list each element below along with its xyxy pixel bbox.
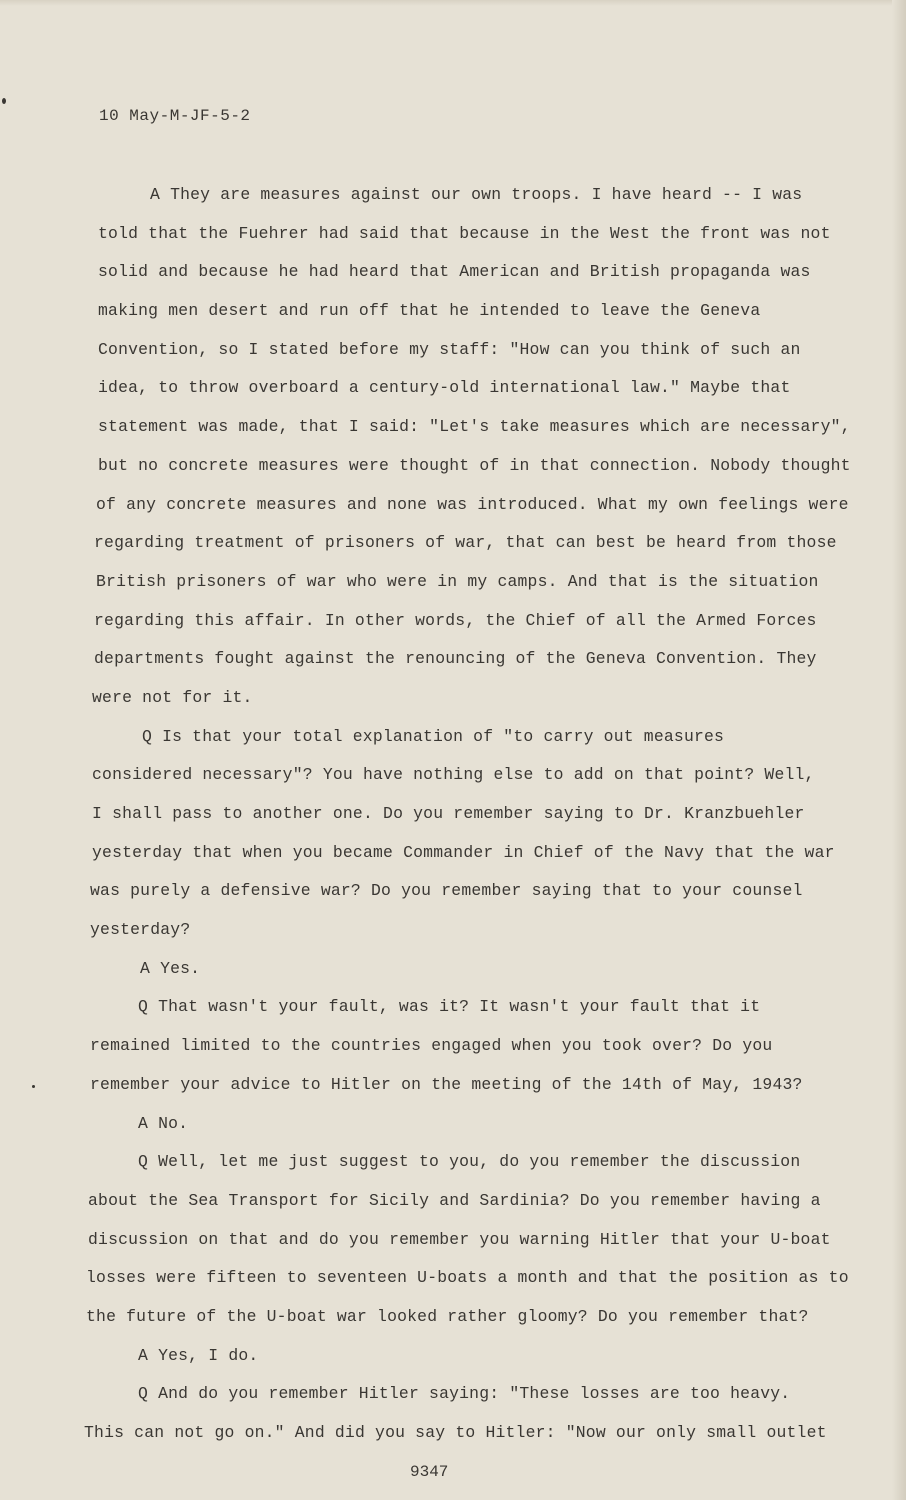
transcript-line: considered necessary"? You have nothing else to add on that point? Well, xyxy=(92,765,815,785)
transcript-line: discussion on that and do you remember you warning Hitler that your U-boat xyxy=(88,1229,831,1249)
transcript-line: idea, to throw overboard a century-old international law." Maybe that xyxy=(98,378,791,398)
transcript-line: but no concrete measures were thought of in that connection. Nobody thought xyxy=(98,455,851,475)
transcript-line: A No. xyxy=(138,1113,189,1133)
transcript-line: Q Is that your total explanation of "to carry out measures xyxy=(142,726,725,746)
page-right-edge xyxy=(892,0,906,1500)
transcript-line: A Yes, I do. xyxy=(138,1345,259,1365)
transcript-line: regarding treatment of prisoners of war, that can best be heard from those xyxy=(94,533,837,553)
page-top-edge xyxy=(0,0,906,6)
transcript-line: I shall pass to another one. Do you remember saying to Dr. Kranzbuehler xyxy=(92,804,805,823)
transcript-line: Q Well, let me just suggest to you, do you remember the discussion xyxy=(138,1152,801,1172)
transcript-line: were not for it. xyxy=(92,687,253,707)
transcript-line: solid and because he had heard that American and British propaganda was xyxy=(98,262,811,282)
transcript-line: making men desert and run off that he intended to leave the Geneva xyxy=(98,301,761,321)
transcript-line: remember your advice to Hitler on the meeting of the 14th of May, 1943? xyxy=(90,1074,803,1094)
transcript-line: Q That wasn't your fault, was it? It wasn't your fault that it xyxy=(138,997,761,1017)
transcript-line: regarding this affair. In other words, the Chief of all the Armed Forces xyxy=(94,610,817,630)
transcript-line: A They are measures against our own troops. I have heard -- I was xyxy=(150,185,803,204)
transcript-line: told that the Fuehrer had said that because in the West the front was not xyxy=(98,223,831,243)
transcript-line: departments fought against the renouncing of the Geneva Convention. They xyxy=(94,649,817,669)
transcript-line: was purely a defensive war? Do you remember saying that to your counsel xyxy=(90,881,803,901)
transcript-line: about the Sea Transport for Sicily and Sardinia? Do you remember having a xyxy=(88,1190,821,1210)
transcript-line: British prisoners of war who were in my camps. And that is the situation xyxy=(96,571,819,591)
transcript-body xyxy=(84,176,851,1453)
transcript-line: A Yes. xyxy=(140,958,201,978)
document-header: 10 May-M-JF-5-2 xyxy=(99,107,251,125)
transcript-line: This can not go on." And did you say to Hitler: "Now our only small outlet xyxy=(84,1423,827,1442)
page-number: 9347 xyxy=(410,1463,449,1481)
transcript-line: Convention, so I stated before my staff: "How can you think of such an xyxy=(98,339,801,359)
ink-speck xyxy=(2,98,6,104)
ink-speck xyxy=(32,1085,35,1088)
transcript-line: losses were fifteen to seventeen U-boats a month and that the position as to xyxy=(86,1268,849,1288)
transcript-line: yesterday that when you became Commander in Chief of the Navy that the war xyxy=(92,842,835,862)
transcript-line: of any concrete measures and none was introduced. What my own feelings were xyxy=(96,494,849,514)
transcript-line: remained limited to the countries engaged when you took over? Do you xyxy=(90,1036,773,1056)
transcript-line: yesterday? xyxy=(90,920,191,940)
transcript-line: the future of the U-boat war looked rather gloomy? Do you remember that? xyxy=(86,1306,809,1326)
transcript-line: statement was made, that I said: "Let's take measures which are necessary", xyxy=(98,417,851,437)
transcript-line: Q And do you remember Hitler saying: "These losses are too heavy. xyxy=(138,1384,791,1404)
